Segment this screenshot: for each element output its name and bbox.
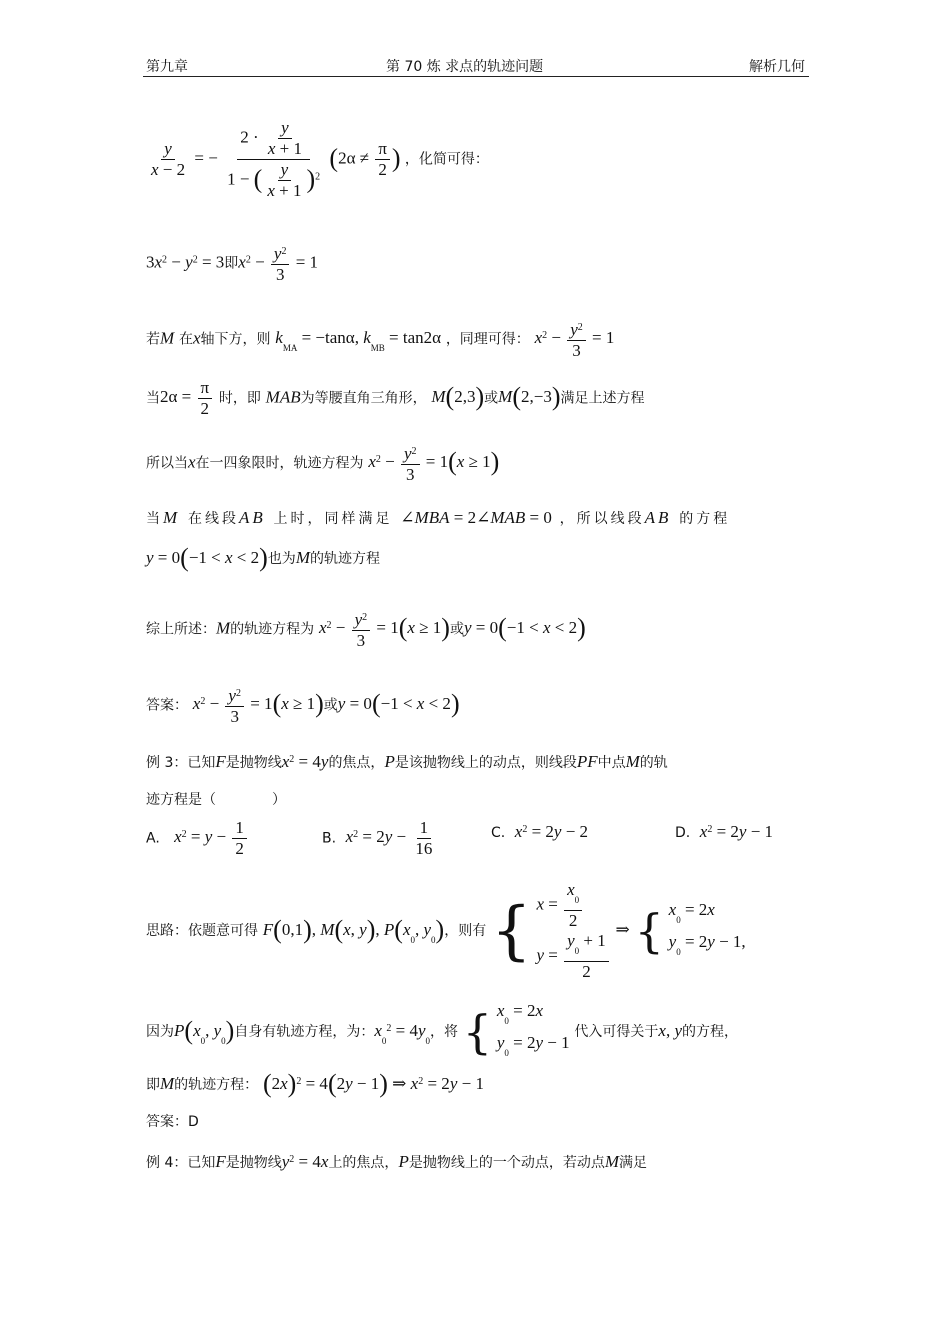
answer-d-line: 答案：D [146,1114,199,1130]
header-topic: 解析几何 [749,59,805,75]
formula-hyperbola: $3x^2 - y^2 = 3$即$x^2$ − $\frac{y^2}{3}$ = 1 [146,244,319,284]
result-line: 即M的轨迹方程： $(2x)^2 = 4(2y - 1)$ ⇒ $x^2 = 2y - 1$ [146,1069,484,1098]
example3-line-2: 迹方程是（ ） [146,792,286,808]
answer-line-1: 答案： $x^2$ − $\frac{y^2}{3}$ = 1(x ≥ 1)或y = 0(−1 < x < 2) [146,686,460,726]
segment-line-1: 当M 在线段AB 上时，同样满足 ∠MBA = 2∠MAB = 0 ，所以线段AB 的方程 [146,508,731,527]
idea-line: 思路：依题意可得 F(0,1), M(x, y), $P(x_0$, $y_0$)，则有 { x = $\frac{x_0}{2}$ y = $\frac{y_0 + 1}{2}$ ⇒ { $x_0 = 2x$ $y_0 = 2y - 1$, [146,880,746,981]
option-c[interactable]: C. $x^2 = 2y - 2$ [491,822,589,841]
option-d[interactable]: D. $x^2 = 2y - 1$ [675,822,774,841]
special-angle-line: 当2α = $\frac{\pi}{2}$ 时，即 MAB为等腰直角三角形， M(2,3)或M(2,−3)满足上述方程 [146,378,645,418]
option-b[interactable]: B. $x^2 = 2y$ − $\frac{1}{16}$ [322,818,433,858]
summary-line: 综上所述：M的轨迹方程为 $x^2$ − $\frac{y^2}{3}$ = 1(x ≥ 1)或y = 0(−1 < x < 2) [146,610,586,650]
quadrant-line: 所以当x在一四象限时，轨迹方程为 $x^2$ − $\frac{y^2}{3}$ = 1(x ≥ 1) [146,444,500,484]
header-title: 第 70 炼 求点的轨迹问题 [386,59,544,75]
segment-line-2: y = 0(−1 < x < 2)也为M的轨迹方程 [146,543,380,572]
option-a[interactable]: A. $x^2 = y$ − $\frac{1}{2}$ [146,818,249,859]
header-rule [143,76,809,77]
because-line: 因为$P(x_0$, $y_0$)自身有轨迹方程，为：$x_0^2 = 4y_0$，将 { $x_0 = 2x$ $y_0 = 2y - 1$ 代入可得关于x, y的方程， [146,1001,739,1059]
simplify-text: ，化简可得： [404,151,489,168]
header-chapter: 第九章 [146,59,188,75]
example4-line: 例 4：已知F是抛物线$y^2 = 4x$上的焦点，P是抛物线上的一个动点，若动点M满足 [146,1152,647,1171]
formula-tangent-double: $\frac{y}{x - 2}$ = − 2 · $\frac{y}{x + 1}$ 1 − ( $\frac{y}{x + 1}$ )$^2$ (2α ≠ $\frac{\pi}{2}$ ) ，化简可得： [151,118,489,200]
example3-line-1: 例 3：已知F是抛物线$x^2 = 4y$的焦点，P是该抛物线上的动点，则线段PF中点M的轨 [146,752,668,771]
below-x-axis-line: 若M 在x轴下方，则 $k_{MA} = -\tan\alpha$, $k_{MB} = \tan 2\alpha$ ，同理可得： $x^2$ − $\frac{y^2}{3}$ = 1 [146,320,615,360]
